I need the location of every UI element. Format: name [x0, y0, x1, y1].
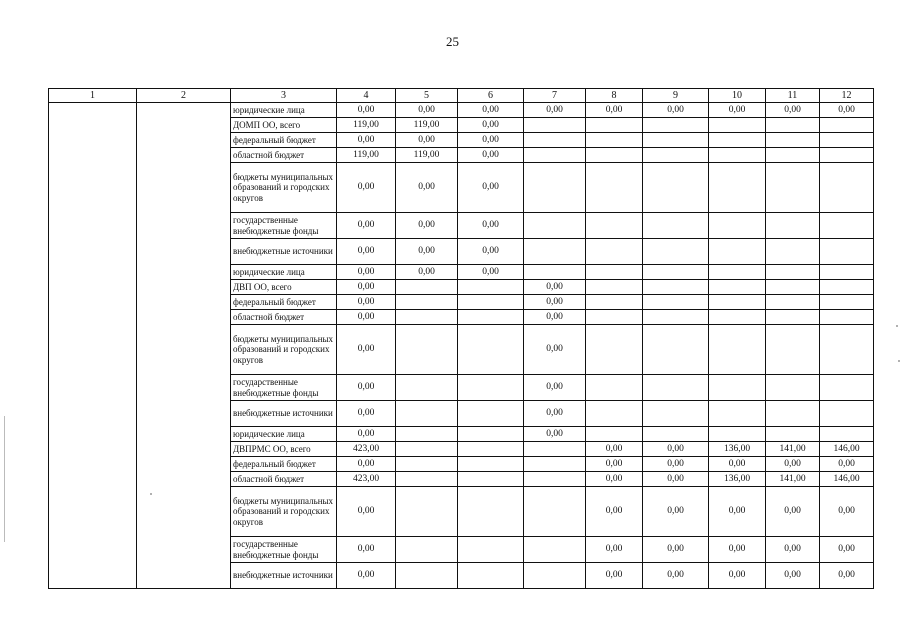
value-cell-col-4: 0,00 — [337, 537, 396, 563]
value-cell-col-6 — [458, 375, 524, 401]
value-cell-col-11: 0,00 — [766, 103, 820, 118]
value-cell-col-11 — [766, 148, 820, 163]
value-cell-col-11: 0,00 — [766, 563, 820, 589]
row-label: федеральный бюджет — [231, 133, 337, 148]
value-cell-col-10: 0,00 — [709, 487, 766, 537]
column-header-11: 11 — [766, 89, 820, 103]
value-cell-col-7 — [524, 133, 586, 148]
value-cell-col-9 — [643, 163, 709, 213]
row-label: федеральный бюджет — [231, 457, 337, 472]
value-cell-col-12 — [820, 427, 874, 442]
row-label: юридические лица — [231, 427, 337, 442]
value-cell-col-8 — [586, 213, 643, 239]
value-cell-col-8 — [586, 118, 643, 133]
value-cell-col-7 — [524, 213, 586, 239]
value-cell-col-4: 423,00 — [337, 472, 396, 487]
value-cell-col-8 — [586, 310, 643, 325]
value-cell-col-7: 0,00 — [524, 427, 586, 442]
value-cell-col-4: 423,00 — [337, 442, 396, 457]
value-cell-col-10 — [709, 118, 766, 133]
value-cell-col-12 — [820, 401, 874, 427]
value-cell-col-10: 0,00 — [709, 457, 766, 472]
value-cell-col-12 — [820, 265, 874, 280]
value-cell-col-8: 0,00 — [586, 442, 643, 457]
value-cell-col-4: 0,00 — [337, 295, 396, 310]
value-cell-col-12: 0,00 — [820, 563, 874, 589]
value-cell-col-4: 119,00 — [337, 148, 396, 163]
value-cell-col-9 — [643, 265, 709, 280]
column-header-2: 2 — [137, 89, 231, 103]
value-cell-col-6 — [458, 442, 524, 457]
value-cell-col-6 — [458, 325, 524, 375]
value-cell-col-4: 0,00 — [337, 487, 396, 537]
row-label: государственные внебюджетные фонды — [231, 537, 337, 563]
table-row — [49, 103, 874, 118]
value-cell-col-11: 0,00 — [766, 487, 820, 537]
value-cell-col-9 — [643, 401, 709, 427]
budget-table — [48, 88, 874, 589]
value-cell-col-9: 0,00 — [643, 537, 709, 563]
row-label: областной бюджет — [231, 310, 337, 325]
value-cell-col-5 — [396, 563, 458, 589]
value-cell-col-11 — [766, 163, 820, 213]
value-cell-col-6: 0,00 — [458, 239, 524, 265]
value-cell-col-10 — [709, 310, 766, 325]
value-cell-col-4: 0,00 — [337, 265, 396, 280]
value-cell-col-6: 0,00 — [458, 118, 524, 133]
value-cell-col-12 — [820, 239, 874, 265]
col2-cell — [137, 103, 231, 589]
value-cell-col-12 — [820, 375, 874, 401]
value-cell-col-5: 0,00 — [396, 213, 458, 239]
value-cell-col-5: 0,00 — [396, 239, 458, 265]
value-cell-col-7: 0,00 — [524, 103, 586, 118]
value-cell-col-9: 0,00 — [643, 563, 709, 589]
value-cell-col-5 — [396, 310, 458, 325]
value-cell-col-10 — [709, 295, 766, 310]
value-cell-col-10: 0,00 — [709, 537, 766, 563]
value-cell-col-5 — [396, 295, 458, 310]
column-header-9: 9 — [643, 89, 709, 103]
value-cell-col-4: 119,00 — [337, 118, 396, 133]
value-cell-col-9: 0,00 — [643, 442, 709, 457]
scan-speck — [896, 325, 898, 327]
value-cell-col-8: 0,00 — [586, 457, 643, 472]
column-header-3: 3 — [231, 89, 337, 103]
value-cell-col-12 — [820, 295, 874, 310]
value-cell-col-6 — [458, 310, 524, 325]
value-cell-col-10 — [709, 148, 766, 163]
value-cell-col-9 — [643, 148, 709, 163]
value-cell-col-12 — [820, 325, 874, 375]
scan-margin-line — [4, 416, 5, 542]
value-cell-col-6 — [458, 457, 524, 472]
value-cell-col-11 — [766, 239, 820, 265]
value-cell-col-5 — [396, 487, 458, 537]
value-cell-col-9: 0,00 — [643, 457, 709, 472]
value-cell-col-11 — [766, 427, 820, 442]
value-cell-col-6 — [458, 280, 524, 295]
value-cell-col-6: 0,00 — [458, 148, 524, 163]
value-cell-col-8 — [586, 280, 643, 295]
value-cell-col-4: 0,00 — [337, 133, 396, 148]
value-cell-col-8 — [586, 427, 643, 442]
value-cell-col-5: 0,00 — [396, 103, 458, 118]
value-cell-col-11 — [766, 133, 820, 148]
value-cell-col-12: 0,00 — [820, 457, 874, 472]
column-header-7: 7 — [524, 89, 586, 103]
value-cell-col-11: 0,00 — [766, 457, 820, 472]
value-cell-col-12: 0,00 — [820, 487, 874, 537]
row-label: юридические лица — [231, 103, 337, 118]
row-label: ДВПРМС ОО, всего — [231, 442, 337, 457]
value-cell-col-8 — [586, 375, 643, 401]
value-cell-col-11 — [766, 325, 820, 375]
value-cell-col-4: 0,00 — [337, 163, 396, 213]
value-cell-col-9 — [643, 427, 709, 442]
value-cell-col-12 — [820, 148, 874, 163]
value-cell-col-12 — [820, 213, 874, 239]
value-cell-col-9: 0,00 — [643, 472, 709, 487]
value-cell-col-7 — [524, 239, 586, 265]
value-cell-col-9 — [643, 280, 709, 295]
value-cell-col-11 — [766, 401, 820, 427]
value-cell-col-9: 0,00 — [643, 487, 709, 537]
value-cell-col-6: 0,00 — [458, 133, 524, 148]
value-cell-col-9 — [643, 310, 709, 325]
value-cell-col-7 — [524, 442, 586, 457]
value-cell-col-6: 0,00 — [458, 265, 524, 280]
value-cell-col-8 — [586, 133, 643, 148]
value-cell-col-10 — [709, 163, 766, 213]
value-cell-col-8 — [586, 401, 643, 427]
row-label: государственные внебюджетные фонды — [231, 213, 337, 239]
value-cell-col-9 — [643, 118, 709, 133]
value-cell-col-10 — [709, 427, 766, 442]
value-cell-col-5 — [396, 280, 458, 295]
value-cell-col-9: 0,00 — [643, 103, 709, 118]
value-cell-col-8 — [586, 163, 643, 213]
row-label: внебюджетные источники — [231, 563, 337, 589]
value-cell-col-4: 0,00 — [337, 427, 396, 442]
value-cell-col-5: 119,00 — [396, 148, 458, 163]
column-header-12: 12 — [820, 89, 874, 103]
value-cell-col-9 — [643, 325, 709, 375]
value-cell-col-6 — [458, 427, 524, 442]
value-cell-col-11: 0,00 — [766, 537, 820, 563]
value-cell-col-9 — [643, 295, 709, 310]
value-cell-col-7: 0,00 — [524, 375, 586, 401]
value-cell-col-8: 0,00 — [586, 537, 643, 563]
value-cell-col-9 — [643, 375, 709, 401]
value-cell-col-4: 0,00 — [337, 457, 396, 472]
value-cell-col-11 — [766, 118, 820, 133]
value-cell-col-11 — [766, 280, 820, 295]
value-cell-col-11: 141,00 — [766, 472, 820, 487]
column-header-8: 8 — [586, 89, 643, 103]
value-cell-col-7 — [524, 487, 586, 537]
value-cell-col-6 — [458, 472, 524, 487]
value-cell-col-7: 0,00 — [524, 401, 586, 427]
value-cell-col-4: 0,00 — [337, 280, 396, 295]
value-cell-col-10 — [709, 401, 766, 427]
value-cell-col-12 — [820, 133, 874, 148]
value-cell-col-7 — [524, 265, 586, 280]
value-cell-col-10 — [709, 239, 766, 265]
value-cell-col-5: 119,00 — [396, 118, 458, 133]
value-cell-col-12: 0,00 — [820, 537, 874, 563]
value-cell-col-10: 0,00 — [709, 103, 766, 118]
value-cell-col-10 — [709, 265, 766, 280]
value-cell-col-5: 0,00 — [396, 163, 458, 213]
value-cell-col-8 — [586, 295, 643, 310]
value-cell-col-7 — [524, 537, 586, 563]
value-cell-col-7: 0,00 — [524, 280, 586, 295]
value-cell-col-7 — [524, 148, 586, 163]
row-label: ДОМП ОО, всего — [231, 118, 337, 133]
value-cell-col-11 — [766, 265, 820, 280]
value-cell-col-11 — [766, 375, 820, 401]
value-cell-col-6 — [458, 295, 524, 310]
column-header-5: 5 — [396, 89, 458, 103]
value-cell-col-4: 0,00 — [337, 310, 396, 325]
value-cell-col-4: 0,00 — [337, 325, 396, 375]
value-cell-col-8 — [586, 239, 643, 265]
col1-cell — [49, 103, 137, 589]
value-cell-col-11 — [766, 213, 820, 239]
row-label: юридические лица — [231, 265, 337, 280]
value-cell-col-5 — [396, 427, 458, 442]
value-cell-col-10 — [709, 325, 766, 375]
value-cell-col-11: 141,00 — [766, 442, 820, 457]
value-cell-col-8: 0,00 — [586, 103, 643, 118]
row-label: областной бюджет — [231, 148, 337, 163]
row-label: бюджеты муниципальных образований и городских округов — [231, 487, 337, 537]
row-label: государственные внебюджетные фонды — [231, 375, 337, 401]
value-cell-col-12 — [820, 118, 874, 133]
value-cell-col-10 — [709, 133, 766, 148]
value-cell-col-5 — [396, 325, 458, 375]
value-cell-col-6: 0,00 — [458, 163, 524, 213]
row-label: бюджеты муниципальных образований и городских округов — [231, 163, 337, 213]
value-cell-col-8 — [586, 148, 643, 163]
value-cell-col-12 — [820, 280, 874, 295]
value-cell-col-5: 0,00 — [396, 133, 458, 148]
row-label: бюджеты муниципальных образований и городских округов — [231, 325, 337, 375]
value-cell-col-12: 146,00 — [820, 472, 874, 487]
column-header-6: 6 — [458, 89, 524, 103]
value-cell-col-6 — [458, 537, 524, 563]
value-cell-col-6: 0,00 — [458, 213, 524, 239]
value-cell-col-5 — [396, 401, 458, 427]
row-label: федеральный бюджет — [231, 295, 337, 310]
value-cell-col-8: 0,00 — [586, 563, 643, 589]
value-cell-col-5 — [396, 472, 458, 487]
value-cell-col-10 — [709, 213, 766, 239]
value-cell-col-5 — [396, 537, 458, 563]
page-number: 25 — [446, 34, 459, 49]
value-cell-col-7 — [524, 457, 586, 472]
column-header-1: 1 — [49, 89, 137, 103]
scan-speck — [150, 493, 152, 495]
value-cell-col-7: 0,00 — [524, 310, 586, 325]
value-cell-col-5: 0,00 — [396, 265, 458, 280]
value-cell-col-8 — [586, 325, 643, 375]
value-cell-col-7 — [524, 163, 586, 213]
value-cell-col-4: 0,00 — [337, 401, 396, 427]
value-cell-col-12 — [820, 310, 874, 325]
value-cell-col-6: 0,00 — [458, 103, 524, 118]
value-cell-col-7: 0,00 — [524, 325, 586, 375]
value-cell-col-7 — [524, 118, 586, 133]
value-cell-col-9 — [643, 213, 709, 239]
row-label: внебюджетные источники — [231, 239, 337, 265]
value-cell-col-8: 0,00 — [586, 472, 643, 487]
value-cell-col-10: 136,00 — [709, 442, 766, 457]
value-cell-col-4: 0,00 — [337, 213, 396, 239]
value-cell-col-4: 0,00 — [337, 103, 396, 118]
value-cell-col-7 — [524, 472, 586, 487]
column-header-10: 10 — [709, 89, 766, 103]
value-cell-col-8: 0,00 — [586, 487, 643, 537]
value-cell-col-12: 146,00 — [820, 442, 874, 457]
value-cell-col-11 — [766, 310, 820, 325]
value-cell-col-10: 136,00 — [709, 472, 766, 487]
value-cell-col-5 — [396, 375, 458, 401]
value-cell-col-5 — [396, 442, 458, 457]
value-cell-col-4: 0,00 — [337, 375, 396, 401]
value-cell-col-10 — [709, 280, 766, 295]
value-cell-col-9 — [643, 239, 709, 265]
value-cell-col-8 — [586, 265, 643, 280]
value-cell-col-6 — [458, 401, 524, 427]
row-label: внебюджетные источники — [231, 401, 337, 427]
value-cell-col-7: 0,00 — [524, 295, 586, 310]
value-cell-col-7 — [524, 563, 586, 589]
value-cell-col-4: 0,00 — [337, 239, 396, 265]
value-cell-col-10 — [709, 375, 766, 401]
value-cell-col-12: 0,00 — [820, 103, 874, 118]
value-cell-col-5 — [396, 457, 458, 472]
value-cell-col-10: 0,00 — [709, 563, 766, 589]
value-cell-col-6 — [458, 487, 524, 537]
value-cell-col-11 — [766, 295, 820, 310]
column-header-4: 4 — [337, 89, 396, 103]
row-label: областной бюджет — [231, 472, 337, 487]
value-cell-col-12 — [820, 163, 874, 213]
scan-speck — [898, 360, 900, 362]
value-cell-col-4: 0,00 — [337, 563, 396, 589]
value-cell-col-9 — [643, 133, 709, 148]
row-label: ДВП ОО, всего — [231, 280, 337, 295]
value-cell-col-6 — [458, 563, 524, 589]
